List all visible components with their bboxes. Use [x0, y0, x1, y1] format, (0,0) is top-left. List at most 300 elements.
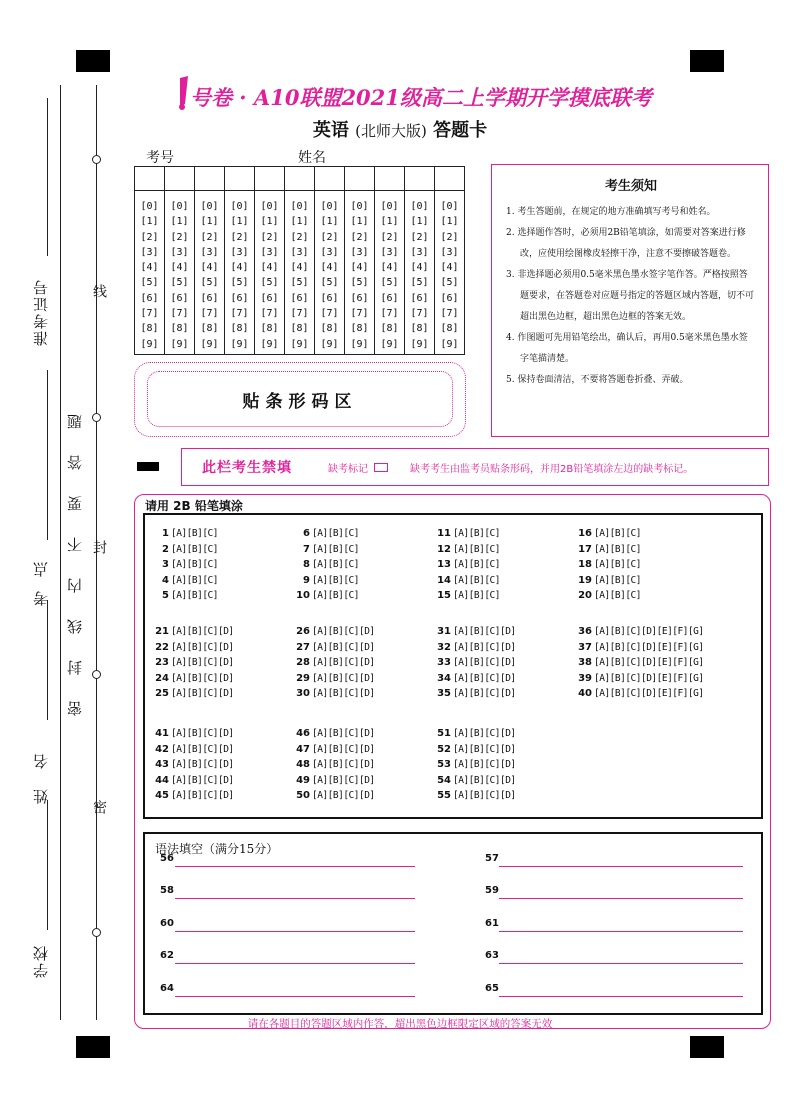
- answer-bubbles[interactable]: [A][B][C][D]: [171, 641, 234, 653]
- mc-question: [290, 542, 359, 557]
- digit-bubble[interactable]: [5]: [200, 277, 219, 289]
- answer-bubbles[interactable]: [A][B][C]: [594, 590, 641, 601]
- digit-bubble[interactable]: [4]: [290, 262, 309, 274]
- digit-bubble[interactable]: [9]: [380, 338, 399, 350]
- digit-bubble[interactable]: [0]: [260, 201, 279, 212]
- digit-bubble[interactable]: [9]: [410, 338, 429, 350]
- digit-bubble[interactable]: [3]: [230, 246, 249, 258]
- answer-bubbles[interactable]: [A][B][C][D]: [453, 641, 516, 653]
- question-number: 8: [303, 559, 310, 570]
- mc-question: [431, 640, 516, 655]
- digit-bubbles: [225, 191, 254, 352]
- notice-item: 5. 保持卷面清洁，不要将答题卷折叠、弄破。: [506, 375, 689, 385]
- question-number: 3: [162, 559, 169, 570]
- digit-bubble[interactable]: [3]: [290, 246, 309, 258]
- digit-bubble[interactable]: [2]: [440, 231, 459, 243]
- question-number: 7: [303, 543, 310, 555]
- mc-question: [572, 588, 641, 603]
- barcode-label: 贴条形码区: [147, 371, 453, 427]
- digit-bubble[interactable]: [5]: [230, 277, 249, 289]
- digit-bubble[interactable]: [0]: [410, 201, 429, 212]
- mc-question: [431, 757, 516, 772]
- absent-mark-label: 缺考标记: [328, 463, 368, 475]
- binding-field-line: [47, 600, 48, 720]
- digit-bubble[interactable]: [0]: [350, 201, 369, 212]
- fill-question-number: 60: [160, 917, 174, 929]
- answer-bubbles[interactable]: [A][B][C]: [453, 559, 500, 570]
- answer-bubbles[interactable]: [A][B][C][D]: [171, 672, 234, 684]
- digit-bubble[interactable]: [9]: [350, 338, 369, 350]
- question-number: 50: [296, 790, 310, 801]
- digit-bubble[interactable]: [9]: [170, 338, 189, 350]
- digit-bubble[interactable]: [7]: [230, 308, 249, 320]
- digit-bubble[interactable]: [7]: [260, 308, 279, 320]
- digit-bubble[interactable]: [5]: [170, 277, 189, 289]
- question-number: 2: [162, 543, 169, 555]
- mc-question: [149, 526, 218, 541]
- question-number: 42: [155, 743, 169, 755]
- digit-bubble[interactable]: [2]: [260, 231, 279, 243]
- answer-bubbles[interactable]: [A][B][C][D]: [453, 657, 516, 668]
- exam-number-field[interactable]: [178, 153, 286, 167]
- digit-bubbles: [165, 191, 194, 352]
- registration-mark: [76, 1036, 110, 1058]
- answer-bubbles[interactable]: [A][B][C][D]: [312, 688, 375, 699]
- digit-bubble[interactable]: [7]: [170, 308, 189, 320]
- answer-bubbles[interactable]: [A][B][C][D]: [453, 626, 516, 637]
- answer-bubbles[interactable]: [A][B][C][D]: [453, 743, 516, 755]
- answer-bubbles[interactable]: [A][B][C][D][E][F][G]: [594, 626, 704, 637]
- digit-bubble[interactable]: [7]: [140, 308, 159, 320]
- answer-bubbles[interactable]: [A][B][C][D]: [312, 728, 375, 739]
- fill-answer-line[interactable]: [499, 866, 743, 867]
- digit-bubble[interactable]: [0]: [320, 201, 339, 212]
- digit-bubble[interactable]: [2]: [320, 231, 339, 243]
- digit-bubble[interactable]: [8]: [350, 323, 369, 335]
- digit-bubble[interactable]: [2]: [200, 231, 219, 243]
- digit-bubble[interactable]: [6]: [440, 292, 459, 304]
- digit-bubble[interactable]: [6]: [350, 292, 369, 304]
- answer-bubbles[interactable]: [A][B][C][D]: [171, 774, 234, 786]
- mc-question: [290, 726, 375, 741]
- fill-answer-line[interactable]: [175, 963, 415, 964]
- digit-bubble[interactable]: [0]: [440, 201, 459, 212]
- grammar-fill-box: [143, 832, 763, 1015]
- subject-label: 英语: [312, 120, 349, 141]
- mc-question: [290, 588, 359, 603]
- digit-bubble[interactable]: [5]: [350, 277, 369, 289]
- question-number: 27: [296, 641, 310, 653]
- mc-question: [149, 757, 234, 772]
- digit-bubble[interactable]: [8]: [290, 323, 309, 335]
- digit-bubble[interactable]: [2]: [290, 231, 309, 243]
- digit-bubble[interactable]: [1]: [200, 216, 219, 228]
- answer-bubbles[interactable]: [A][B][C][D]: [453, 774, 516, 786]
- exam-number-column: [195, 167, 225, 354]
- answer-bubbles[interactable]: [A][B][C]: [171, 543, 218, 555]
- answer-bubbles[interactable]: [A][B][C]: [453, 528, 500, 539]
- digit-bubble[interactable]: [7]: [200, 308, 219, 320]
- digit-bubble[interactable]: [9]: [200, 338, 219, 350]
- digit-bubble[interactable]: [7]: [410, 308, 429, 320]
- question-number: 41: [155, 728, 169, 739]
- question-number: 37: [578, 641, 592, 653]
- fill-question-number: 64: [160, 982, 174, 994]
- digit-bubble[interactable]: [0]: [380, 201, 399, 212]
- answer-bubbles[interactable]: [A][B][C][D]: [171, 626, 234, 637]
- mc-question: [572, 671, 704, 686]
- answer-bubbles[interactable]: [A][B][C][D]: [312, 626, 375, 637]
- digit-bubble[interactable]: [3]: [170, 246, 189, 258]
- digit-bubble[interactable]: [5]: [410, 277, 429, 289]
- answer-bubbles[interactable]: [A][B][C]: [171, 559, 218, 570]
- binding-cert-label: 准考证号: [32, 278, 50, 346]
- question-number: 31: [437, 626, 451, 637]
- digit-bubble[interactable]: [5]: [290, 277, 309, 289]
- digit-bubble[interactable]: [5]: [440, 277, 459, 289]
- question-number: 10: [296, 590, 310, 601]
- digit-bubble[interactable]: [8]: [140, 323, 159, 335]
- digit-bubbles: [345, 191, 374, 352]
- mc-question: [431, 773, 516, 788]
- digit-bubble[interactable]: [7]: [290, 308, 309, 320]
- mc-question: [290, 773, 375, 788]
- digit-bubble[interactable]: [7]: [320, 308, 339, 320]
- question-number: 52: [437, 743, 451, 755]
- binding-room-label: 考点: [32, 548, 50, 606]
- digit-bubble[interactable]: [4]: [350, 262, 369, 274]
- question-number: 15: [437, 590, 451, 601]
- fill-answer-line[interactable]: [499, 996, 743, 997]
- digit-bubble[interactable]: [9]: [320, 338, 339, 350]
- digit-bubble[interactable]: [5]: [260, 277, 279, 289]
- exam-number-digit-box[interactable]: [315, 167, 344, 191]
- digit-bubble[interactable]: [9]: [140, 338, 159, 350]
- mc-question: [572, 640, 704, 655]
- answer-bubbles[interactable]: [A][B][C]: [594, 559, 641, 570]
- digit-bubble[interactable]: [7]: [380, 308, 399, 320]
- exam-number-column: [315, 167, 345, 354]
- answer-bubbles[interactable]: [A][B][C][D]: [312, 743, 375, 755]
- digit-bubble[interactable]: [4]: [440, 262, 459, 274]
- mc-question: [431, 671, 516, 686]
- exam-number-digit-box[interactable]: [225, 167, 254, 191]
- digit-bubble[interactable]: [1]: [170, 216, 189, 228]
- digit-bubble[interactable]: [0]: [170, 201, 189, 212]
- digit-bubble[interactable]: [1]: [260, 216, 279, 228]
- digit-bubble[interactable]: [4]: [140, 262, 159, 274]
- exam-number-digit-box[interactable]: [345, 167, 374, 191]
- digit-bubbles: [195, 191, 224, 352]
- digit-bubble[interactable]: [2]: [230, 231, 249, 243]
- digit-bubble[interactable]: [2]: [410, 231, 429, 243]
- digit-bubble[interactable]: [9]: [230, 338, 249, 350]
- digit-bubble[interactable]: [6]: [170, 292, 189, 304]
- digit-bubble[interactable]: [9]: [290, 338, 309, 350]
- answer-bubbles[interactable]: [A][B][C][D]: [171, 790, 234, 801]
- digit-bubble[interactable]: [2]: [170, 231, 189, 243]
- mc-question: [431, 624, 516, 639]
- question-number: 44: [155, 774, 169, 786]
- digit-bubble[interactable]: [1]: [290, 216, 309, 228]
- exam-number-column: [165, 167, 195, 354]
- mc-instruction: 请用 2B 铅笔填涂: [145, 499, 243, 513]
- digit-bubble[interactable]: [4]: [260, 262, 279, 274]
- fill-answer-line[interactable]: [175, 931, 415, 932]
- exam-number-digit-box[interactable]: [285, 167, 314, 191]
- seal-warning: 密封线内不要答题: [66, 388, 84, 716]
- answer-bubbles[interactable]: [A][B][C][D]: [453, 759, 516, 770]
- digit-bubble[interactable]: [4]: [200, 262, 219, 274]
- digit-bubble[interactable]: [2]: [350, 231, 369, 243]
- mc-question: [290, 671, 375, 686]
- mc-question: [149, 655, 234, 670]
- answer-bubbles[interactable]: [A][B][C][D][E][F][G]: [594, 688, 704, 699]
- digit-bubble[interactable]: [1]: [440, 216, 459, 228]
- question-number: 54: [437, 774, 451, 786]
- answer-bubbles[interactable]: [A][B][C][D]: [312, 790, 375, 801]
- question-number: 34: [437, 672, 451, 684]
- answer-bubbles[interactable]: [A][B][C][D]: [453, 688, 516, 699]
- answer-bubbles[interactable]: [A][B][C][D]: [453, 728, 516, 739]
- digit-bubble[interactable]: [3]: [260, 246, 279, 258]
- answer-bubbles[interactable]: [A][B][C]: [312, 574, 359, 586]
- digit-bubble[interactable]: [8]: [200, 323, 219, 335]
- registration-mark: [690, 1036, 724, 1058]
- mc-question: [431, 742, 516, 757]
- question-number: 40: [578, 688, 592, 699]
- binding-hole: [92, 155, 101, 164]
- notice-item: 1. 考生答题前，在规定的地方准确填写考号和姓名。: [506, 207, 716, 217]
- question-number: 11: [437, 528, 451, 539]
- question-number: 29: [296, 672, 310, 684]
- digit-bubbles: [315, 191, 344, 352]
- digit-bubble[interactable]: [1]: [140, 216, 159, 228]
- answer-bubbles[interactable]: [A][B][C]: [453, 590, 500, 601]
- absent-mark-checkbox[interactable]: [374, 463, 388, 472]
- fill-question-number: 57: [485, 853, 499, 864]
- student-name-field[interactable]: [330, 153, 442, 167]
- digit-bubble[interactable]: [8]: [410, 323, 429, 335]
- digit-bubble[interactable]: [5]: [380, 277, 399, 289]
- answer-bubbles[interactable]: [A][B][C][D]: [312, 641, 375, 653]
- answer-bubbles[interactable]: [A][B][C][D]: [171, 657, 234, 668]
- question-number: 53: [437, 759, 451, 770]
- digit-bubble[interactable]: [4]: [410, 262, 429, 274]
- exam-number-digit-box[interactable]: [405, 167, 434, 191]
- digit-bubble[interactable]: [0]: [140, 201, 159, 212]
- digit-bubble[interactable]: [6]: [230, 292, 249, 304]
- absent-note: 缺考考生由监考员贴条形码，并用2B铅笔填涂左边的缺考标记。: [410, 463, 694, 475]
- answer-bubbles[interactable]: [A][B][C]: [312, 528, 359, 539]
- fill-answer-line[interactable]: [499, 963, 743, 964]
- mc-question: [431, 573, 500, 588]
- question-number: 12: [437, 543, 451, 555]
- answer-bubbles[interactable]: [A][B][C][D]: [171, 688, 234, 699]
- answer-bubbles[interactable]: [A][B][C][D]: [312, 759, 375, 770]
- digit-bubble[interactable]: [1]: [350, 216, 369, 228]
- answer-bubbles[interactable]: [A][B][C]: [453, 574, 500, 586]
- registration-mark: [76, 50, 110, 72]
- digit-bubble[interactable]: [1]: [410, 216, 429, 228]
- answer-bubbles[interactable]: [A][B][C][D][E][F][G]: [594, 657, 704, 668]
- digit-bubble[interactable]: [3]: [410, 246, 429, 258]
- answer-bubbles[interactable]: [A][B][C][D][E][F][G]: [594, 641, 704, 653]
- answer-bubbles[interactable]: [A][B][C][D]: [312, 774, 375, 786]
- mc-question: [290, 655, 375, 670]
- fill-answer-line[interactable]: [499, 898, 743, 899]
- exam-number-digit-box[interactable]: [195, 167, 224, 191]
- answer-bubbles[interactable]: [A][B][C][D]: [171, 759, 234, 770]
- mc-question: [290, 686, 375, 701]
- digit-bubble[interactable]: [4]: [170, 262, 189, 274]
- answer-bubbles[interactable]: [A][B][C]: [171, 574, 218, 586]
- exam-number-digit-box[interactable]: [135, 167, 164, 191]
- digit-bubble[interactable]: [2]: [380, 231, 399, 243]
- answer-bubbles[interactable]: [A][B][C][D]: [171, 728, 234, 739]
- exam-number-digit-box[interactable]: [375, 167, 404, 191]
- digit-bubble[interactable]: [5]: [320, 277, 339, 289]
- digit-bubble[interactable]: [4]: [230, 262, 249, 274]
- digit-bubble[interactable]: [3]: [350, 246, 369, 258]
- digit-bubble[interactable]: [8]: [230, 323, 249, 335]
- answer-bubbles[interactable]: [A][B][C][D]: [312, 672, 375, 684]
- mc-question: [149, 542, 218, 557]
- answer-bubbles[interactable]: [A][B][C]: [171, 528, 218, 539]
- student-name-row: [298, 147, 442, 167]
- fill-question-number: 58: [160, 885, 174, 897]
- exam-number-column: [225, 167, 255, 354]
- digit-bubble[interactable]: [8]: [260, 323, 279, 335]
- digit-bubble[interactable]: [0]: [200, 201, 219, 212]
- answer-bubbles[interactable]: [A][B][C]: [312, 590, 359, 601]
- digit-bubble[interactable]: [8]: [380, 323, 399, 335]
- digit-bubble[interactable]: [3]: [200, 246, 219, 258]
- binding-line: [60, 85, 61, 1020]
- footer-warning: 请在各题目的答题区域内作答，超出黑色边框限定区域的答案无效: [247, 1018, 553, 1030]
- fill-answer-line[interactable]: [175, 866, 415, 867]
- fill-answer-line[interactable]: [499, 931, 743, 932]
- mc-question: [572, 542, 641, 557]
- digit-bubble[interactable]: [6]: [410, 292, 429, 304]
- answer-bubbles[interactable]: [A][B][C][D]: [453, 672, 516, 684]
- answer-bubbles[interactable]: [A][B][C]: [171, 590, 218, 601]
- binding-hole: [92, 670, 101, 679]
- digit-bubble[interactable]: [3]: [140, 246, 159, 258]
- fill-question-number: 62: [160, 950, 174, 962]
- digit-bubble[interactable]: [9]: [260, 338, 279, 350]
- notice-item: 2. 选择题作答时，必须用2B铅笔填涂，如需要对答案进行修改，应使用绘图橡皮轻擦干净，注意不要擦破答题卷。: [506, 228, 746, 259]
- answer-bubbles[interactable]: [A][B][C][D]: [171, 743, 234, 755]
- digit-bubble[interactable]: [3]: [320, 246, 339, 258]
- digit-bubble[interactable]: [4]: [320, 262, 339, 274]
- digit-bubble[interactable]: [0]: [290, 201, 309, 212]
- digit-bubble[interactable]: [6]: [380, 292, 399, 304]
- answer-bubbles[interactable]: [A][B][C][D]: [312, 657, 375, 668]
- answer-bubbles[interactable]: [A][B][C][D]: [453, 790, 516, 801]
- digit-bubble[interactable]: [1]: [320, 216, 339, 228]
- fill-question-number: 56: [160, 853, 174, 864]
- question-number: 47: [296, 743, 310, 755]
- fill-answer-line[interactable]: [175, 898, 415, 899]
- seal-char: 线: [91, 284, 107, 298]
- digit-bubble[interactable]: [1]: [380, 216, 399, 228]
- mc-question: [149, 573, 218, 588]
- digit-bubble[interactable]: [0]: [230, 201, 249, 212]
- mc-question: [149, 686, 234, 701]
- digit-bubble[interactable]: [4]: [380, 262, 399, 274]
- mc-question: [431, 542, 500, 557]
- question-number: 49: [296, 774, 310, 786]
- question-number: 48: [296, 759, 310, 770]
- answer-bubbles[interactable]: [A][B][C]: [453, 543, 500, 555]
- mc-question: [290, 757, 375, 772]
- mc-question: [431, 557, 500, 572]
- answer-bubbles[interactable]: [A][B][C]: [594, 543, 641, 555]
- digit-bubble[interactable]: [7]: [350, 308, 369, 320]
- digit-bubble[interactable]: [6]: [260, 292, 279, 304]
- digit-bubble[interactable]: [7]: [440, 308, 459, 320]
- notice-box: [491, 164, 769, 437]
- notice-title: 考生须知: [604, 179, 657, 194]
- exam-number-digit-box[interactable]: [165, 167, 194, 191]
- answer-bubbles[interactable]: [A][B][C][D][E][F][G]: [594, 672, 704, 684]
- question-number: 51: [437, 728, 451, 739]
- fill-answer-line[interactable]: [175, 996, 415, 997]
- question-number: 23: [155, 657, 169, 668]
- answer-bubbles[interactable]: [A][B][C]: [312, 559, 359, 570]
- question-number: 30: [296, 688, 310, 699]
- mc-question: [572, 573, 641, 588]
- mc-question: [290, 624, 375, 639]
- mc-question: [149, 788, 234, 803]
- question-number: 5: [162, 590, 169, 601]
- question-number: 22: [155, 641, 169, 653]
- mc-question: [149, 624, 234, 639]
- digit-bubble[interactable]: [9]: [440, 338, 459, 350]
- mc-question: [149, 588, 218, 603]
- mc-question: [431, 788, 516, 803]
- digit-bubble[interactable]: [6]: [320, 292, 339, 304]
- answer-bubbles[interactable]: [A][B][C]: [594, 574, 641, 586]
- exam-number-digit-box[interactable]: [255, 167, 284, 191]
- digit-bubble[interactable]: [1]: [230, 216, 249, 228]
- exam-number-digit-box[interactable]: [435, 167, 464, 191]
- answer-bubbles[interactable]: [A][B][C]: [594, 528, 641, 539]
- question-number: 24: [155, 672, 169, 684]
- mc-question: [290, 788, 375, 803]
- digit-bubble[interactable]: [8]: [170, 323, 189, 335]
- answer-bubbles[interactable]: [A][B][C]: [312, 543, 359, 555]
- digit-bubble[interactable]: [3]: [380, 246, 399, 258]
- digit-bubble[interactable]: [5]: [140, 277, 159, 289]
- digit-bubble[interactable]: [2]: [140, 231, 159, 243]
- mc-question: [572, 655, 704, 670]
- exam-number-column: [285, 167, 315, 354]
- digit-bubble[interactable]: [8]: [320, 323, 339, 335]
- absent-timing-mark: [137, 462, 159, 471]
- digit-bubble[interactable]: [3]: [440, 246, 459, 258]
- digit-bubble[interactable]: [8]: [440, 323, 459, 335]
- fill-question-number: 63: [485, 950, 499, 962]
- digit-bubble[interactable]: [6]: [290, 292, 309, 304]
- digit-bubble[interactable]: [6]: [140, 292, 159, 304]
- question-number: 46: [296, 728, 310, 739]
- mc-question: [431, 726, 516, 741]
- mc-question: [431, 655, 516, 670]
- question-number: 43: [155, 759, 169, 770]
- digit-bubble[interactable]: [6]: [200, 292, 219, 304]
